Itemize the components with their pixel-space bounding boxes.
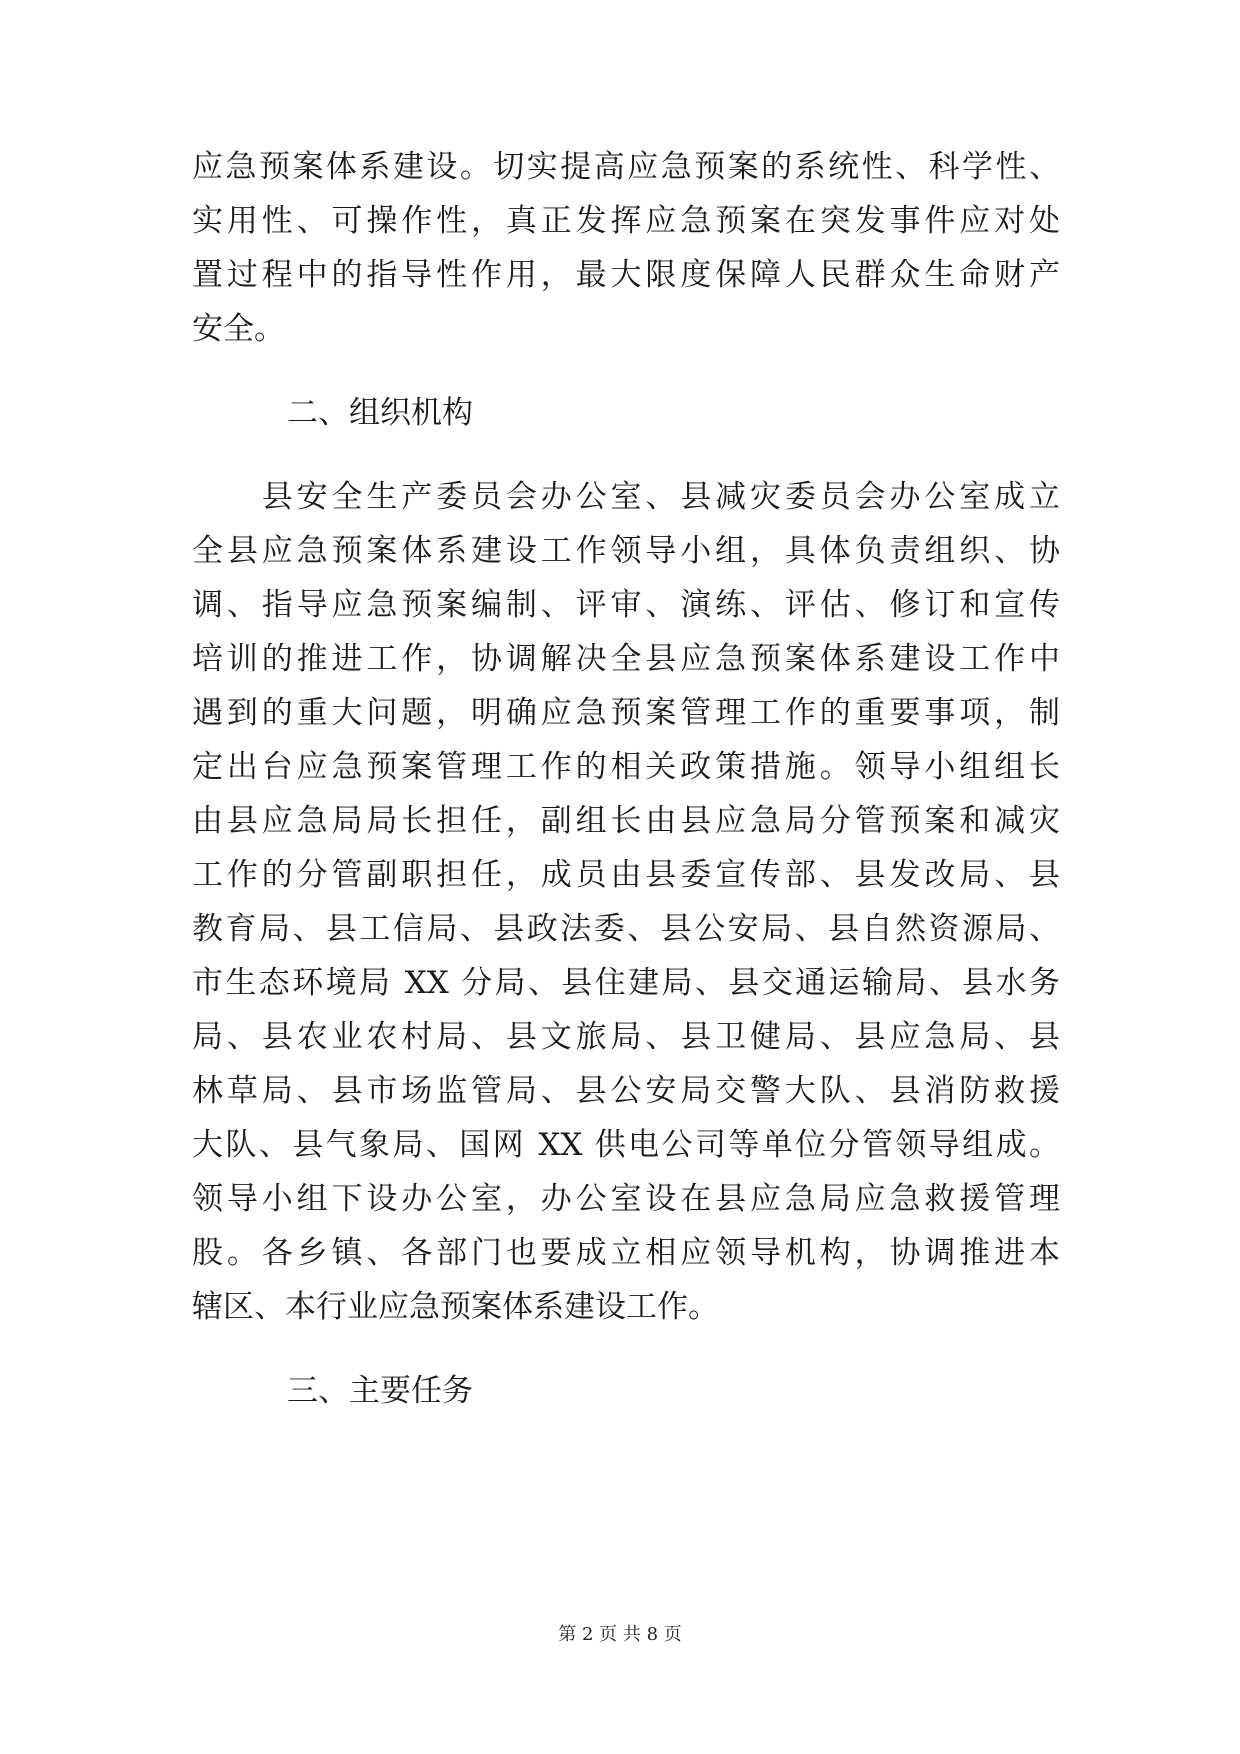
paragraph-line: 辖区、本行业应急预案体系建设工作。 [192, 1289, 719, 1325]
paragraph-line: 县安全生产委员会办公室、县减灾委员会办公室成立 [192, 479, 1060, 515]
paragraph-line: 市生态环境局 XX 分局、县住建局、县交通运输局、县水务 [192, 965, 1060, 1001]
paragraph-line: 应急预案体系建设。切实提高应急预案的系统性、科学性、 [192, 149, 1060, 185]
body-text [192, 140, 1060, 1418]
paragraph-line: 调、指导应急预案编制、评审、演练、评估、修订和宣传 [192, 587, 1060, 623]
paragraph-line: 安全。 [192, 311, 285, 347]
section-heading-main-tasks: 三、主要任务 [287, 1373, 473, 1409]
paragraph-line: 遇到的重大问题，明确应急预案管理工作的重要事项，制 [192, 695, 1060, 731]
section-heading-organization: 二、组织机构 [287, 395, 473, 431]
paragraph-line: 全县应急预案体系建设工作领导小组，具体负责组织、协 [192, 533, 1060, 569]
page-number-footer: 第 2 页 共 8 页 [558, 1624, 682, 1645]
paragraph-line: 教育局、县工信局、县政法委、县公安局、县自然资源局、 [192, 911, 1060, 947]
paragraph-line: 局、县农业农村局、县文旅局、县卫健局、县应急局、县 [192, 1019, 1060, 1055]
paragraph-line: 大队、县气象局、国网 XX 供电公司等单位分管领导组成。 [192, 1127, 1060, 1163]
paragraph-line: 实用性、可操作性，真正发挥应急预案在突发事件应对处 [192, 203, 1060, 239]
paragraph-line: 定出台应急预案管理工作的相关政策措施。领导小组组长 [192, 749, 1060, 785]
paragraph-2 [192, 470, 1060, 1334]
paragraph-line: 工作的分管副职担任，成员由县委宣传部、县发改局、县 [192, 857, 1060, 893]
paragraph-line: 股。各乡镇、各部门也要成立相应领导机构，协调推进本 [192, 1235, 1060, 1271]
paragraph-line: 林草局、县市场监管局、县公安局交警大队、县消防救援 [192, 1073, 1060, 1109]
paragraph-line: 置过程中的指导性作用，最大限度保障人民群众生命财产 [192, 257, 1060, 293]
paragraph-1 [192, 140, 1060, 356]
paragraph-line: 培训的推进工作，协调解决全县应急预案体系建设工作中 [192, 641, 1060, 677]
paragraph-line: 由县应急局局长担任，副组长由县应急局分管预案和减灾 [192, 803, 1060, 839]
paragraph-line: 领导小组下设办公室，办公室设在县应急局应急救援管理 [192, 1181, 1060, 1217]
